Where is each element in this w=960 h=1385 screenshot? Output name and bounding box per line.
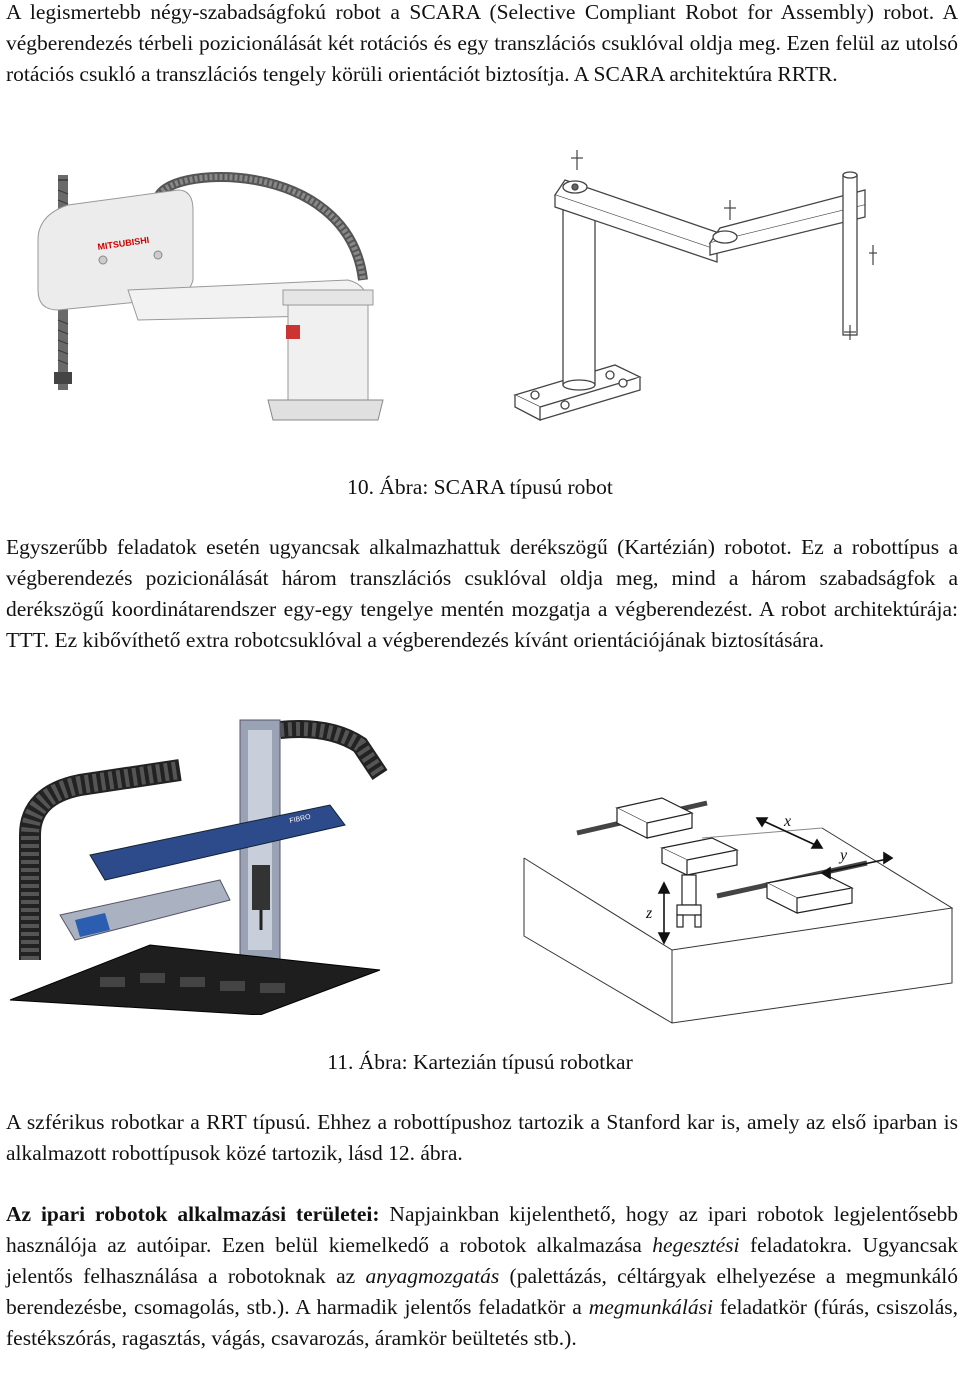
axis-label-x: x — [784, 813, 792, 830]
paragraph-cartesian-intro: Egyszerűbb feladatok esetén ugyancsak alkalmazhattuk derékszögű (Kartézián) robotot. Ez a robottípus a végberendezés pozicionálását három transzlációs csuklóval oldja meg, mind a három szabadságfok a derékszögű koordinátarendszer egy-egy tengelye mentén mozgatja a végberendezést. A robot architektúrája: TTT. Ez kibővíthető extra robotcsuklóval a végberendezés kívánt orientációjának biztosítására. — [6, 535, 958, 652]
applications-machining: megmunkálási — [588, 1295, 713, 1319]
paragraph-applications — [6, 1199, 958, 1354]
paragraph-spherical: A szférikus robotkar a RRT típusú. Ehhez a robottípushoz tartozik a Stanford kar is, amely az első iparban is alkalmazott robottípusok közé tartozik, lásd 12. ábra. — [6, 1110, 958, 1165]
brand-logo-fibro: FIBRO — [288, 813, 312, 825]
applications-text-4: feladatkör (fúrás, csiszolás, festékszórás, ragasztás, vágás, csavarozás, áramkör beültetés stb.). — [6, 1295, 958, 1350]
cartesian-schematic-drawing — [522, 738, 958, 1028]
applications-text-3: (palettázás, céltárgyak elhelyezése a megmunkáló berendezésbe, csomagolás, stb.). A harmadik jelentős feladatkör a — [6, 1264, 958, 1319]
applications-text-1: Napjainkban kijelenthető, hogy az ipari robotok legjelentősebb használója az autóipar. Ezen belül kiemelkedő a robotok alkalmazása — [6, 1202, 958, 1257]
figure-10-caption: 10. Ábra: SCARA típusú robot — [347, 475, 613, 499]
paragraph-scara-intro: A legismertebb négy-szabadságfokú robot a SCARA (Selective Compliant Robot for Assembly) robot. A végberendezés térbeli pozicionálását két rotációs és egy transzlációs csuklóval oldja meg. Ezen felül az utolsó rotációs csukló a transzlációs tengely körüli orientációt biztosítja. A SCARA architektúra RRTR. — [6, 0, 958, 86]
applications-material-handling: anyagmozgatás — [365, 1264, 500, 1288]
axis-label-z: z — [646, 905, 653, 922]
cartesian-robot-photo — [0, 715, 420, 1015]
applications-welding: hegesztési — [652, 1233, 740, 1257]
applications-text-2: feladatokra. Ugyancsak jelentős felhasználása a robotoknak az — [6, 1233, 958, 1288]
figure-11-caption: 11. Ábra: Kartezián típusú robotkar — [327, 1050, 633, 1074]
brand-logo-mitsubishi: MITSUBISHI — [96, 234, 150, 252]
applications-heading: Az ipari robotok alkalmazási területei: — [6, 1202, 380, 1226]
axis-label-y: y — [840, 847, 848, 864]
scara-robot-photo — [28, 160, 408, 430]
scara-schematic-drawing — [505, 125, 945, 445]
